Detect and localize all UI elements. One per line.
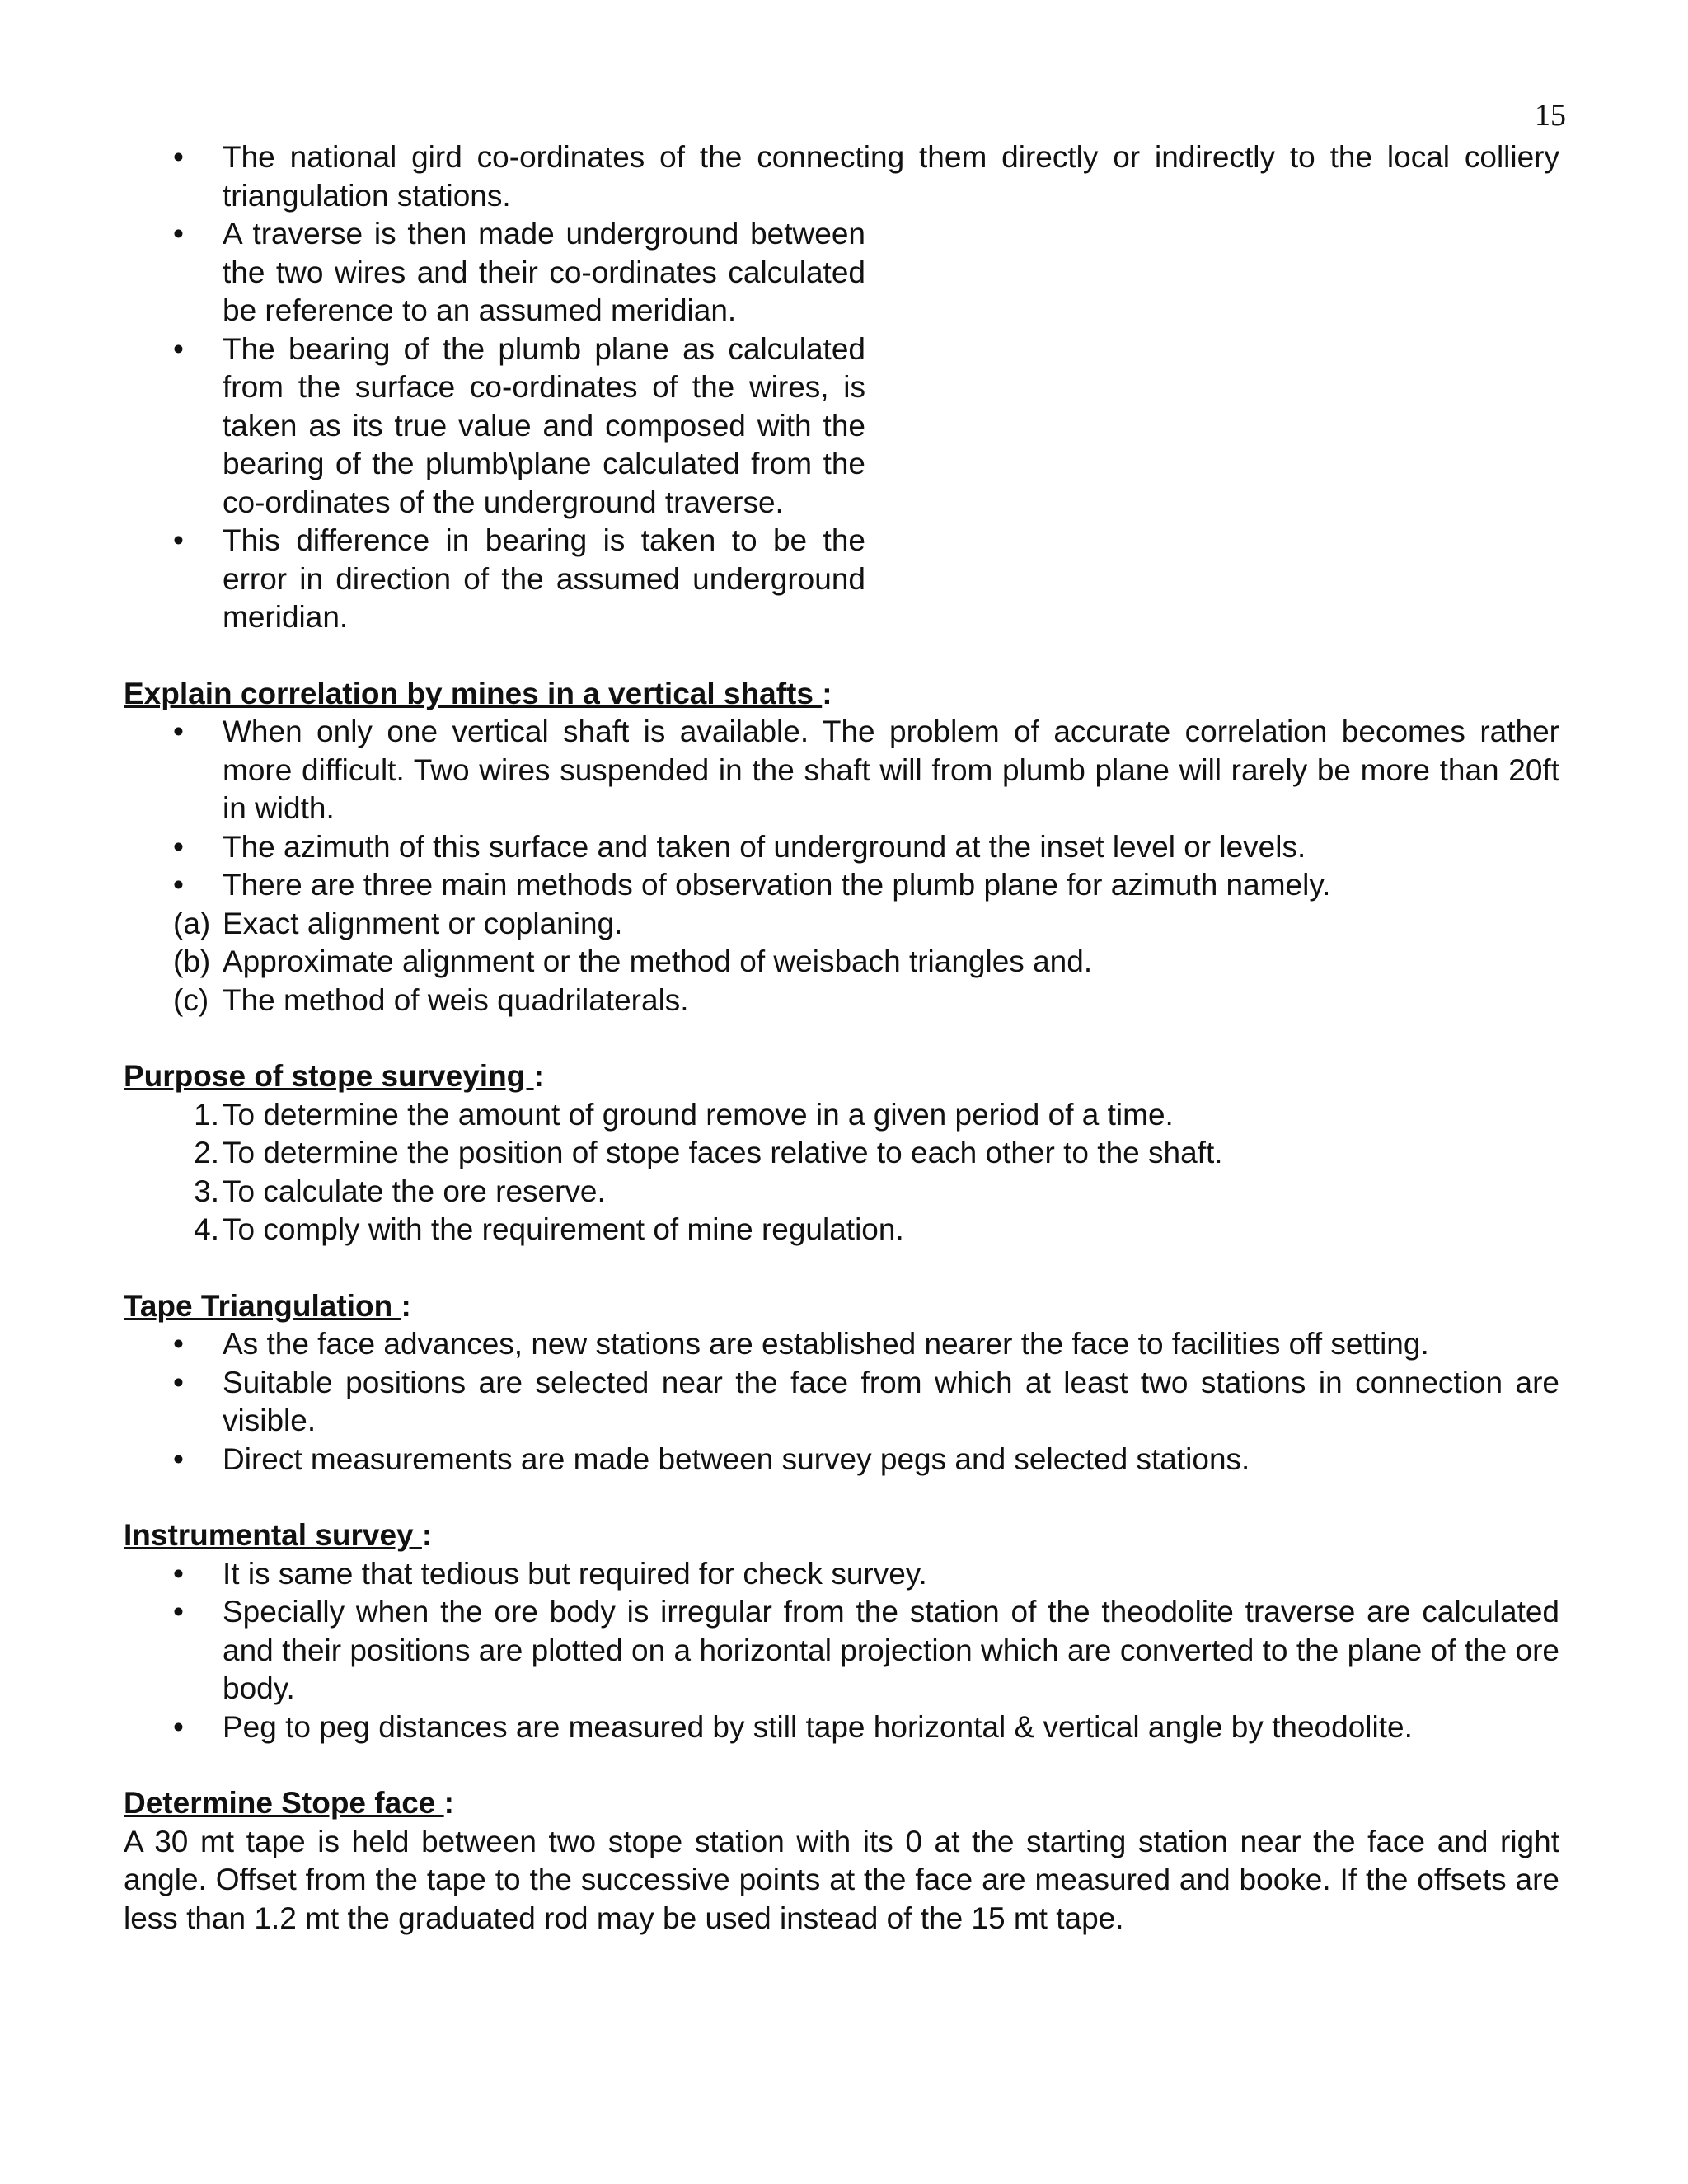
page-number: 15 <box>1535 98 1566 133</box>
list-item: • As the face advances, new stations are established nearer the face to facilities off setting. <box>124 1325 1559 1364</box>
list-item: • There are three main methods of observation the plumb plane for azimuth namely. <box>124 866 1559 905</box>
list-item: • This difference in bearing is taken to be the error in direction of the assumed underground meridian. <box>124 522 865 637</box>
list-item: • It is same that tedious but required for check survey. <box>124 1555 1559 1594</box>
list-item: (b) Approximate alignment or the method of weisbach triangles and. <box>173 944 1093 978</box>
list-item: • Peg to peg distances are measured by still tape horizontal & vertical angle by theodolite. <box>124 1708 1559 1747</box>
intro-list <box>124 138 1559 215</box>
section-heading: Purpose of stope surveying : <box>124 1059 544 1093</box>
list-item: (c) The method of weis quadrilaterals. <box>173 982 689 1017</box>
list-item: • Specially when the ore body is irregular from the station of the theodolite traverse are calculated and their positions are plotted on a horizontal projection which are converted to the plane of the ore body. <box>124 1593 1559 1708</box>
paragraph: A 30 mt tape is held between two stope station with its 0 at the starting station near the face and right angle. Offset from the tape to the successive points at the face are measured and booke. If the offsets are less than 1.2 mt the graduated rod may be used instead of the 15 mt tape. <box>124 1824 1559 1935</box>
bullet-list <box>124 1325 1559 1479</box>
section-heading: Tape Triangulation : <box>124 1288 411 1323</box>
list-item: • The bearing of the plumb plane as calculated from the surface co-ordinates of the wires, is taken as its true value and composed with the bearing of the plumb\plane calculated from the co-ordinates of the underground traverse. <box>124 330 865 523</box>
list-item: (a) Exact alignment or coplaning. <box>173 906 623 940</box>
section-heading: Explain correlation by mines in a vertical shafts : <box>124 676 832 710</box>
section-correlation <box>124 675 1559 1020</box>
section-instrumental-survey <box>124 1516 1559 1746</box>
bullet-list <box>124 1555 1559 1747</box>
numbered-list <box>124 1096 1559 1249</box>
bullet-list <box>124 713 1559 905</box>
section-heading: Determine Stope face : <box>124 1786 454 1820</box>
document-body <box>124 138 1559 1938</box>
list-item: • The azimuth of this surface and taken of underground at the inset level or levels. <box>124 828 1559 867</box>
list-item: • Suitable positions are selected near the face from which at least two stations in connection are visible. <box>124 1364 1559 1441</box>
lettered-list <box>124 905 1559 1020</box>
list-item: • A traverse is then made underground between the two wires and their co-ordinates calculated be reference to an assumed meridian. <box>124 215 865 330</box>
section-heading: Instrumental survey : <box>124 1518 433 1552</box>
list-item: 3. To calculate the ore reserve. <box>194 1174 606 1208</box>
list-item: 4. To comply with the requirement of mine regulation. <box>194 1212 904 1246</box>
list-item: 2. To determine the position of stope faces relative to each other to the shaft. <box>194 1136 1223 1169</box>
section-determine-stope-face <box>124 1784 1559 1938</box>
section-tape-triangulation <box>124 1287 1559 1479</box>
list-item: • Direct measurements are made between survey pegs and selected stations. <box>124 1441 1559 1479</box>
section-stope-purpose <box>124 1057 1559 1249</box>
list-item: • When only one vertical shaft is available. The problem of accurate correlation becomes rather more difficult. Two wires suspended in the shaft will from plumb plane will rarely be more than 20ft in width. <box>124 713 1559 828</box>
list-item: 1. To determine the amount of ground remove in a given period of a time. <box>194 1097 1174 1132</box>
list-item: • The national gird co-ordinates of the connecting them directly or indirectly to the local colliery triangulation stations. <box>124 138 1559 215</box>
intro-narrow-list <box>124 215 1559 637</box>
